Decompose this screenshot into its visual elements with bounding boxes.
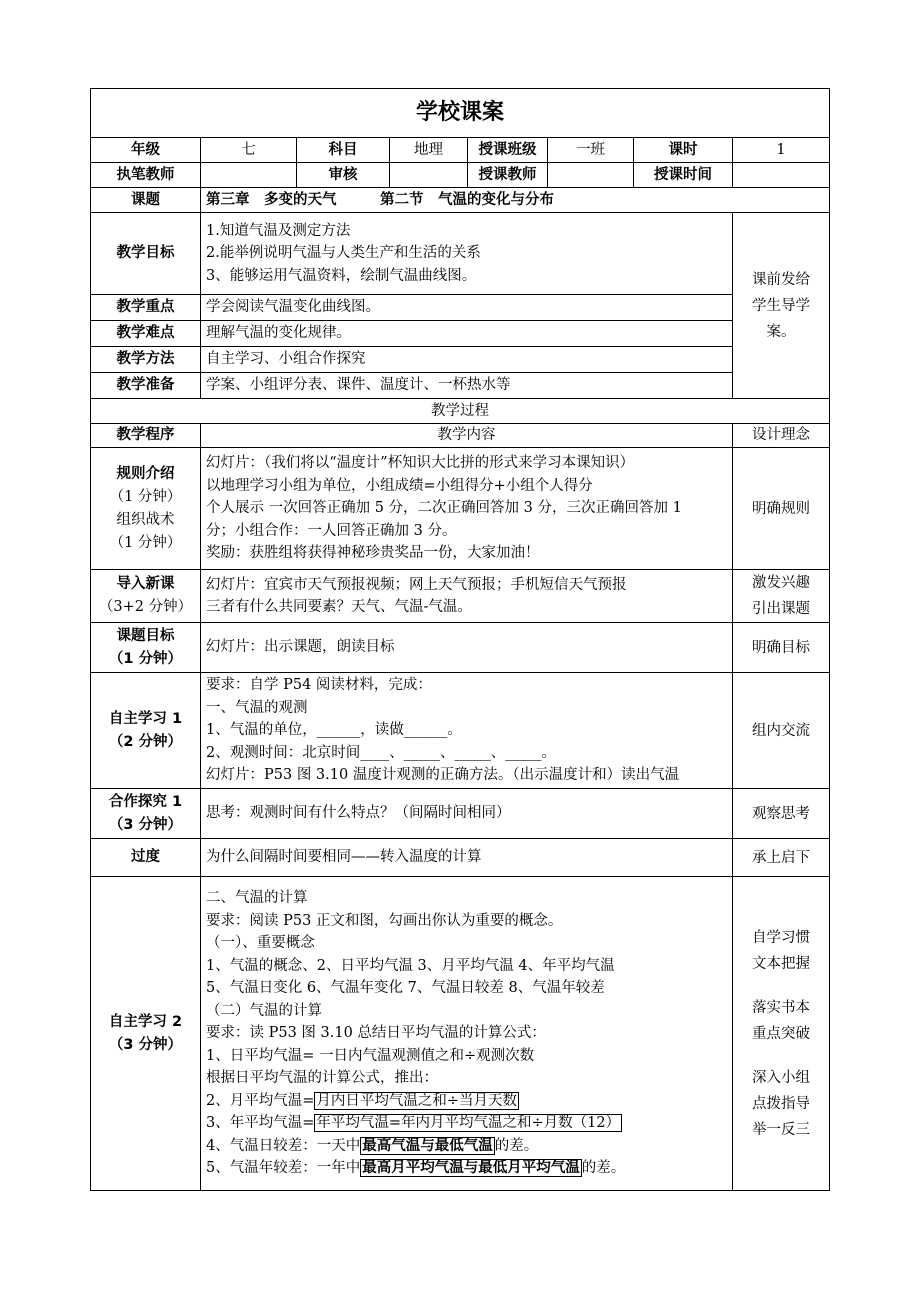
step-content [201, 839, 733, 877]
content-line: 为什么间隔时间要相同——转入温度的计算 [206, 849, 482, 866]
content-line: 奖励：获胜组将获得神秘珍贵奖品一份，大家加油！ [206, 545, 540, 562]
step-content [201, 570, 733, 623]
step-concept: 观察思考 [733, 789, 830, 839]
step-concept: 明确目标 [733, 623, 830, 673]
content-line: 要求：自学 P54 阅读材料，完成： [206, 677, 432, 694]
step-label: 自主学习 1 （2 分钟） [91, 673, 201, 789]
pre-class-note: 课前发给 学生导学 案。 [733, 213, 830, 399]
review-label: 审核 [297, 163, 390, 188]
objective-line: 3、能够运用气温资料，绘制气温曲线图。 [206, 267, 477, 284]
topic-label: 课题 [91, 188, 201, 213]
content-line: 二、气温的计算 [206, 890, 308, 907]
writer-value [201, 163, 297, 188]
step-concept: 组内交流 [733, 673, 830, 789]
topic-value: 第三章 多变的天气 第二节 气温的变化与分布 [201, 188, 830, 213]
method-label: 教学方法 [91, 347, 201, 373]
teacher-value [548, 163, 634, 188]
content-line: （一）、重要概念 [206, 935, 315, 952]
content-line: 分；小组合作：一人回答正确加 3 分。 [206, 522, 457, 539]
content-line: 三者有什么共同要素？天气、气温-气温。 [206, 599, 472, 615]
step-content [201, 877, 733, 1191]
key-point-value: 学会阅读气温变化曲线图。 [201, 295, 733, 321]
daily-range-box: 最高气温与最低气温 [362, 1137, 493, 1154]
preparation-label: 教学准备 [91, 373, 201, 399]
yearly-average-line: 3、年平均气温= 年平均气温=年内月平均气温之和÷月数（12） [206, 1115, 621, 1132]
daily-range-line: 4、气温日较差：一天中 最高气温与最低气温 的差。 [206, 1137, 539, 1154]
time-label: 授课时间 [634, 163, 733, 188]
content-line: 1、气温的单位，______，读做______。 [206, 722, 462, 739]
difficulty-label: 教学难点 [91, 321, 201, 347]
subject-value: 地理 [390, 138, 468, 163]
lesson-plan-table [90, 88, 830, 1191]
content-line: 1、气温的概念、2、日平均气温 3、月平均气温 4、年平均气温 [206, 957, 615, 974]
content-line: 幻灯片：宜宾市天气预报视频；网上天气预报；手机短信天气预报 [206, 576, 627, 593]
class-value: 一班 [548, 138, 634, 163]
step-label: 规则介绍 （1 分钟） 组织战术 （1 分钟） [91, 448, 201, 570]
monthly-average-line: 2、月平均气温= 月内日平均气温之和÷当月天数 [206, 1092, 518, 1109]
content-line: 2、观测时间：北京时间____、_____、_____、_____。 [206, 744, 556, 761]
content-line: 5、气温日变化 6、气温年变化 7、气温日较差 8、气温年较差 [206, 980, 605, 997]
content-line: 要求：读 P53 图 3.10 总结日平均气温的计算公式： [206, 1025, 546, 1042]
step-concept: 自学习惯 文本把握 落实书本 重点突破 深入小组 点拨指导 举一反三 [733, 877, 830, 1191]
step-concept: 承上启下 [733, 839, 830, 877]
content-line: 一、气温的观测 [206, 699, 308, 716]
step-content [201, 623, 733, 673]
annual-range-box: 最高月平均气温与最低月平均气温 [362, 1160, 580, 1177]
class-label: 授课班级 [468, 138, 548, 163]
period-value: 1 [733, 138, 830, 163]
difficulty-value: 理解气温的变化规律。 [201, 321, 733, 347]
objective-line: 1.知道气温及测定方法 [206, 222, 351, 239]
preparation-value: 学案、小组评分表、课件、温度计、一杯热水等 [201, 373, 733, 399]
content-line: 幻灯片：（我们将以“温度计”杯知识大比拼的形式来学习本课知识） [206, 455, 635, 472]
yearly-formula-box: 年平均气温=年内月平均气温之和÷月数（12） [316, 1115, 621, 1132]
step-content [201, 789, 733, 839]
process-title: 教学过程 [91, 399, 830, 424]
content-line: 幻灯片：P53 图 3.10 温度计观测的正确方法。（出示温度计和）读出气温 [206, 767, 680, 784]
page-title: 学校课案 [91, 89, 830, 138]
writer-label: 执笔教师 [91, 163, 201, 188]
subject-label: 科目 [297, 138, 390, 163]
step-label: 过度 [91, 839, 201, 877]
content-header: 教学内容 [201, 424, 733, 448]
step-concept: 明确规则 [733, 448, 830, 570]
step-label: 自主学习 2 （3 分钟） [91, 877, 201, 1191]
content-line: 个人展示 一次回答正确加 5 分，二次正确回答加 3 分，三次正确回答加 1 [206, 500, 682, 517]
objective-line: 2.能举例说明气温与人类生产和生活的关系 [206, 245, 481, 262]
grade-value: 七 [201, 138, 297, 163]
review-value [390, 163, 468, 188]
step-label: 合作探究 1 （3 分钟） [91, 789, 201, 839]
step-content [201, 673, 733, 789]
content-line: 1、日平均气温= 一日内气温观测值之和÷观测次数 [206, 1047, 535, 1064]
teacher-label: 授课教师 [468, 163, 548, 188]
method-value: 自主学习、小组合作探究 [201, 347, 733, 373]
content-line: 思考：观测时间有什么特点？（间隔时间相同） [206, 805, 511, 822]
step-concept: 激发兴趣 引出课题 [733, 570, 830, 623]
content-line: （二）气温的计算 [206, 1002, 322, 1019]
objectives-label: 教学目标 [91, 213, 201, 295]
monthly-formula-box: 月内日平均气温之和÷当月天数 [316, 1092, 518, 1109]
content-line: 根据日平均气温的计算公式，推出： [206, 1070, 438, 1087]
step-label: 课题目标 （1 分钟） [91, 623, 201, 673]
annual-range-line: 5、气温年较差：一年中 最高月平均气温与最低月平均气温 的差。 [206, 1160, 626, 1177]
concept-header: 设计理念 [733, 424, 830, 448]
content-line: 以地理学习小组为单位，小组成绩=小组得分+小组个人得分 [206, 477, 593, 494]
content-line: 要求：阅读 P53 正文和图，勾画出你认为重要的概念。 [206, 912, 563, 929]
content-line: 幻灯片：出示课题，朗读目标 [206, 639, 395, 656]
key-point-label: 教学重点 [91, 295, 201, 321]
step-content [201, 448, 733, 570]
period-label: 课时 [634, 138, 733, 163]
time-value [733, 163, 830, 188]
step-label: 导入新课 （3+2 分钟） [91, 570, 201, 623]
procedure-header: 教学程序 [91, 424, 201, 448]
grade-label: 年级 [91, 138, 201, 163]
objectives-content [201, 213, 733, 295]
